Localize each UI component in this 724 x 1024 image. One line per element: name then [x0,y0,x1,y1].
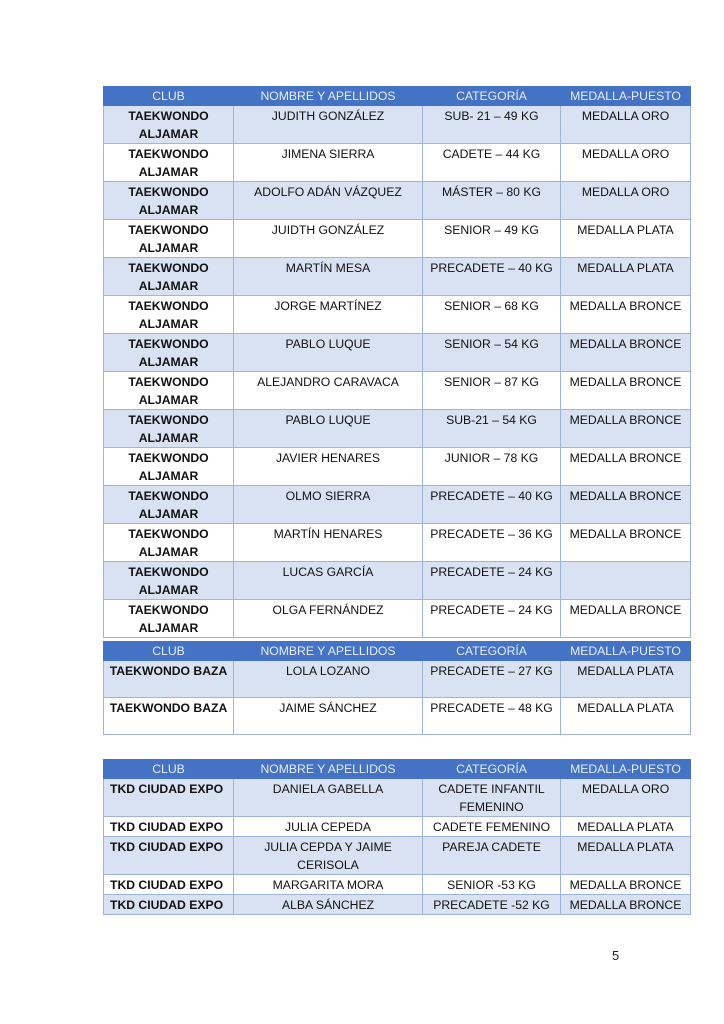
medal-cell: MEDALLA BRONCE [561,410,691,448]
category-cell: PRECADETE – 24 KG [423,562,561,600]
club-cell: TAEKWONDO ALJAMAR [104,410,234,448]
medal-cell: MEDALLA PLATA [561,817,691,837]
club-cell: TAEKWONDO ALJAMAR [104,334,234,372]
category-cell: SUB- 21 – 49 KG [423,106,561,144]
category-cell: CADETE FEMENINO [423,817,561,837]
table-row [104,334,691,372]
table-row [104,486,691,524]
medal-cell [561,562,691,600]
medal-cell: MEDALLA ORO [561,779,691,817]
club-cell: TKD CIUDAD EXPO [104,895,234,915]
table-row [104,258,691,296]
club-cell: TKD CIUDAD EXPO [104,875,234,895]
category-cell: PRECADETE – 40 KG [423,486,561,524]
name-cell: JORGE MARTÍNEZ [234,296,423,334]
table-row [104,562,691,600]
name-cell: ALBA SÁNCHEZ [234,895,423,915]
table-row [104,895,691,915]
table-header-row [104,642,691,661]
medal-cell: MEDALLA BRONCE [561,600,691,638]
table-row [104,779,691,817]
header-name: NOMBRE Y APELLIDOS [234,760,423,779]
category-cell: SUB-21 – 54 KG [423,410,561,448]
name-cell: MARTÍN MESA [234,258,423,296]
medal-cell: MEDALLA ORO [561,144,691,182]
category-cell: SENIOR – 49 KG [423,220,561,258]
club-cell: TKD CIUDAD EXPO [104,779,234,817]
header-name: NOMBRE Y APELLIDOS [234,642,423,661]
name-cell: JAIME SÁNCHEZ [234,698,423,735]
club-cell: TAEKWONDO ALJAMAR [104,144,234,182]
club-cell: TAEKWONDO ALJAMAR [104,448,234,486]
name-cell: DANIELA GABELLA [234,779,423,817]
page-number: 5 [612,948,620,963]
header-club: CLUB [104,642,234,661]
name-cell: JUIDTH GONZÁLEZ [234,220,423,258]
name-cell: PABLO LUQUE [234,410,423,448]
category-cell: PRECADETE – 36 KG [423,524,561,562]
category-cell: JUNIOR – 78 KG [423,448,561,486]
category-cell: PRECADETE – 40 KG [423,258,561,296]
name-cell: ADOLFO ADÁN VÁZQUEZ [234,182,423,220]
club-cell: TKD CIUDAD EXPO [104,837,234,875]
header-category: CATEGORÍA [423,87,561,106]
header-club: CLUB [104,87,234,106]
header-category: CATEGORÍA [423,642,561,661]
table-row [104,144,691,182]
table-row [104,106,691,144]
club-cell: TAEKWONDO ALJAMAR [104,296,234,334]
table-header-row [104,760,691,779]
medal-cell: MEDALLA BRONCE [561,448,691,486]
table-row [104,410,691,448]
table-row [104,182,691,220]
table-row [104,448,691,486]
name-cell: JAVIER HENARES [234,448,423,486]
medal-cell: MEDALLA PLATA [561,258,691,296]
category-cell: PRECADETE – 27 KG [423,661,561,698]
table-row [104,875,691,895]
header-category: CATEGORÍA [423,760,561,779]
header-medal: MEDALLA-PUESTO [561,642,691,661]
table-row [104,600,691,638]
medal-cell: MEDALLA BRONCE [561,334,691,372]
medal-cell: MEDALLA BRONCE [561,895,691,915]
table-row [104,220,691,258]
club-cell: TAEKWONDO ALJAMAR [104,486,234,524]
club-cell: TAEKWONDO ALJAMAR [104,372,234,410]
medal-cell: MEDALLA BRONCE [561,524,691,562]
header-medal: MEDALLA-PUESTO [561,87,691,106]
category-cell: SENIOR – 68 KG [423,296,561,334]
name-cell: ALEJANDRO CARAVACA [234,372,423,410]
club-cell: TKD CIUDAD EXPO [104,817,234,837]
medal-cell: MEDALLA PLATA [561,698,691,735]
medal-cell: MEDALLA PLATA [561,220,691,258]
header-name: NOMBRE Y APELLIDOS [234,87,423,106]
results-table-aljamar [103,86,691,638]
name-cell: JULIA CEPDA Y JAIME CERISOLA [234,837,423,875]
name-cell: OLGA FERNÁNDEZ [234,600,423,638]
name-cell: OLMO SIERRA [234,486,423,524]
medal-cell: MEDALLA PLATA [561,661,691,698]
medal-cell: MEDALLA BRONCE [561,875,691,895]
category-cell: SENIOR – 87 KG [423,372,561,410]
medal-cell: MEDALLA BRONCE [561,372,691,410]
category-cell: MÁSTER – 80 KG [423,182,561,220]
name-cell: LUCAS GARCÍA [234,562,423,600]
name-cell: MARGARITA MORA [234,875,423,895]
name-cell: LOLA LOZANO [234,661,423,698]
medal-cell: MEDALLA ORO [561,106,691,144]
medal-cell: MEDALLA PLATA [561,837,691,875]
category-cell: CADETE – 44 KG [423,144,561,182]
club-cell: TAEKWONDO ALJAMAR [104,182,234,220]
club-cell: TAEKWONDO ALJAMAR [104,524,234,562]
category-cell: CADETE INFANTIL FEMENINO [423,779,561,817]
medal-cell: MEDALLA BRONCE [561,296,691,334]
club-cell: TAEKWONDO ALJAMAR [104,600,234,638]
name-cell: PABLO LUQUE [234,334,423,372]
name-cell: JULIA CEPEDA [234,817,423,837]
table-row [104,661,691,698]
category-cell: SENIOR -53 KG [423,875,561,895]
table-row [104,698,691,735]
category-cell: PRECADETE – 24 KG [423,600,561,638]
club-cell: TAEKWONDO BAZA [104,698,234,735]
table-row [104,296,691,334]
medal-cell: MEDALLA BRONCE [561,486,691,524]
name-cell: JIMENA SIERRA [234,144,423,182]
club-cell: TAEKWONDO ALJAMAR [104,562,234,600]
club-cell: TAEKWONDO ALJAMAR [104,106,234,144]
table-row [104,837,691,875]
category-cell: PAREJA CADETE [423,837,561,875]
table-row [104,372,691,410]
header-medal: MEDALLA-PUESTO [561,760,691,779]
club-cell: TAEKWONDO ALJAMAR [104,258,234,296]
header-club: CLUB [104,760,234,779]
results-table-baza [103,641,691,735]
category-cell: SENIOR – 54 KG [423,334,561,372]
table-row [104,817,691,837]
results-table-ciudad-expo [103,759,691,915]
table-header-row [104,87,691,106]
name-cell: MARTÍN HENARES [234,524,423,562]
club-cell: TAEKWONDO ALJAMAR [104,220,234,258]
name-cell: JUDITH GONZÁLEZ [234,106,423,144]
medal-cell: MEDALLA ORO [561,182,691,220]
category-cell: PRECADETE – 48 KG [423,698,561,735]
table-row [104,524,691,562]
club-cell: TAEKWONDO BAZA [104,661,234,698]
category-cell: PRECADETE -52 KG [423,895,561,915]
